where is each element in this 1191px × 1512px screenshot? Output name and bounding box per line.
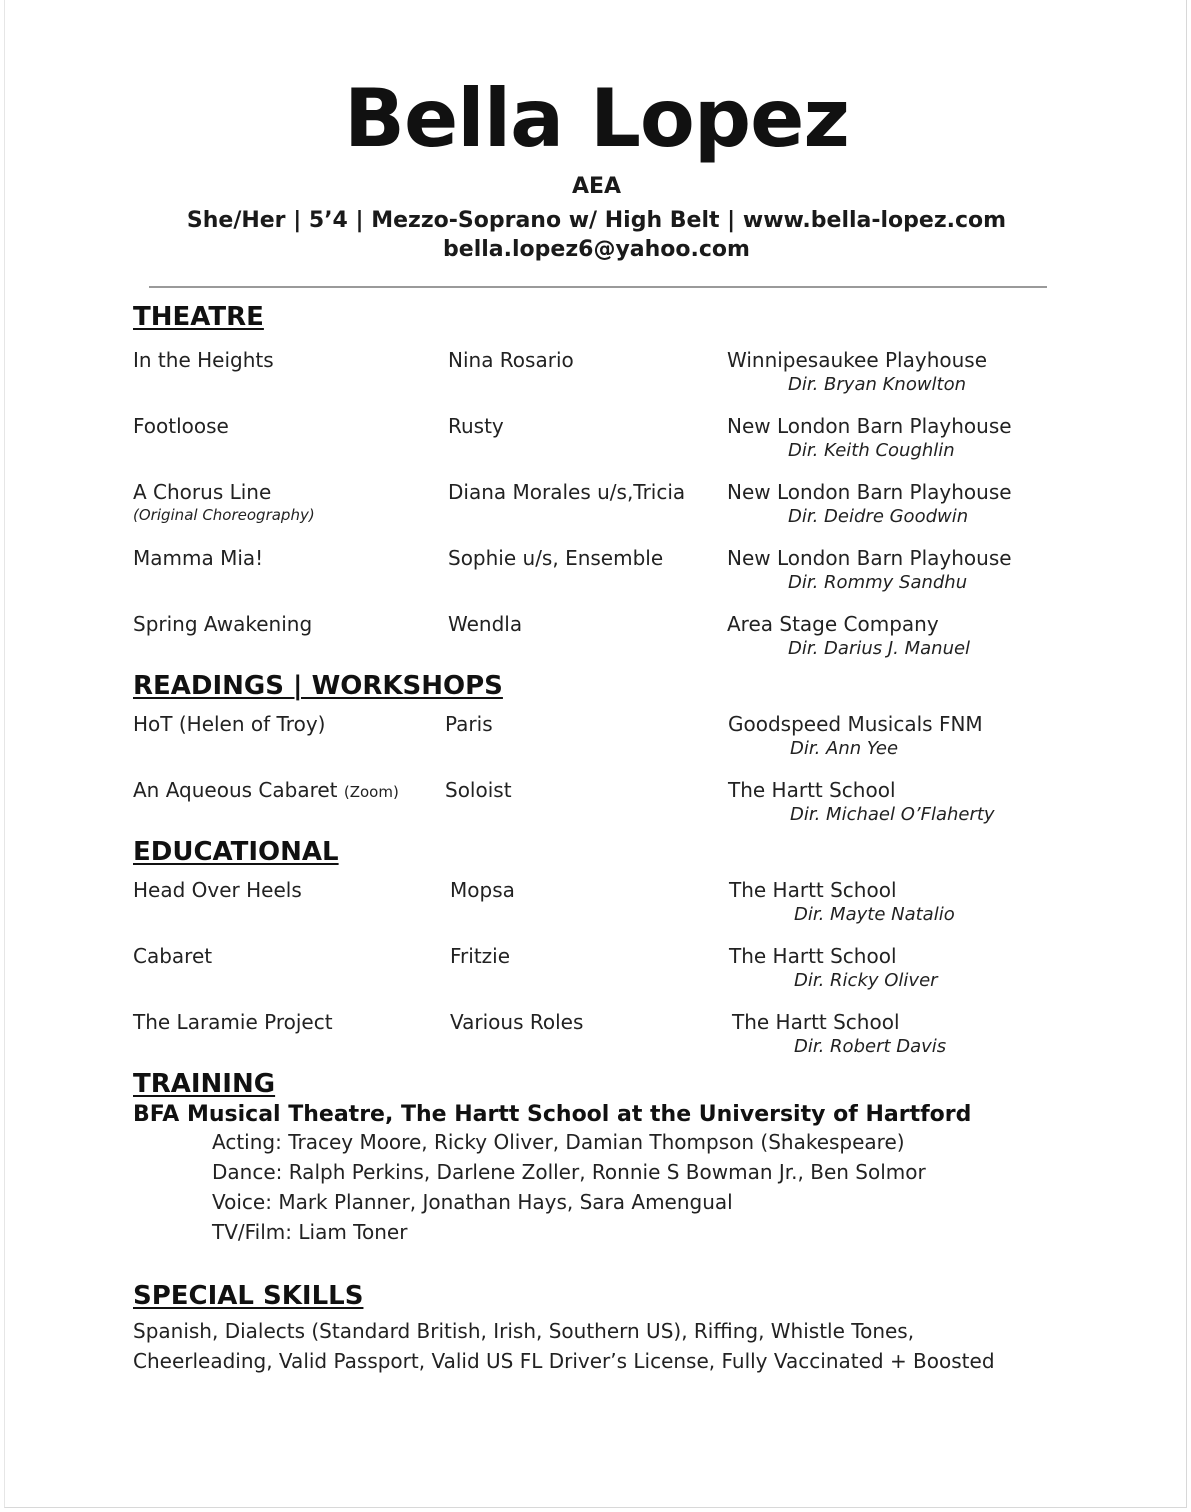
director-name: Dir. Keith Coughlin bbox=[788, 440, 955, 461]
show-note: (Original Choreography) bbox=[133, 506, 315, 524]
section-title-readings: READINGS | WORKSHOPS bbox=[133, 671, 503, 701]
show-title: Footloose bbox=[133, 414, 229, 438]
skills-text: Spanish, Dialects (Standard British, Irish, Southern US), Riffing, Whistle Tones, Cheerleading, Valid Passport, Valid US FL Driver’s License, Fully Vaccinated + Boosted bbox=[133, 1319, 995, 1373]
venue-name: New London Barn Playhouse bbox=[727, 546, 1012, 570]
role-name: Diana Morales u/s,Tricia bbox=[448, 480, 686, 504]
venue-name: Winnipesaukee Playhouse bbox=[727, 348, 988, 372]
section-title-theatre: THEATRE bbox=[133, 302, 264, 332]
training-line-voice: Voice: Mark Planner, Jonathan Hays, Sara Amengual bbox=[212, 1190, 733, 1214]
role-name: Paris bbox=[445, 712, 493, 736]
show-title: Cabaret bbox=[133, 944, 213, 968]
director-name: Dir. Ann Yee bbox=[790, 738, 899, 759]
venue-name: The Hartt School bbox=[732, 1010, 900, 1034]
section-title-skills: SPECIAL SKILLS bbox=[133, 1281, 364, 1311]
section-title-educational: EDUCATIONAL bbox=[133, 837, 339, 867]
training-line-dance: Dance: Ralph Perkins, Darlene Zoller, Ronnie S Bowman Jr., Ben Solmor bbox=[212, 1160, 926, 1184]
show-title: Mamma Mia! bbox=[133, 546, 264, 570]
role-name: Fritzie bbox=[450, 944, 511, 968]
role-name: Sophie u/s, Ensemble bbox=[448, 546, 664, 570]
venue-name: The Hartt School bbox=[729, 878, 897, 902]
role-name: Rusty bbox=[448, 414, 504, 438]
director-name: Dir. Ricky Oliver bbox=[794, 970, 938, 991]
training-line-acting: Acting: Tracey Moore, Ricky Oliver, Damian Thompson (Shakespeare) bbox=[212, 1130, 905, 1154]
director-name: Dir. Robert Davis bbox=[794, 1036, 947, 1057]
show-format-note: (Zoom) bbox=[343, 783, 399, 801]
venue-name: New London Barn Playhouse bbox=[727, 414, 1012, 438]
role-name: Mopsa bbox=[450, 878, 515, 902]
show-title: A Chorus Line bbox=[133, 480, 272, 504]
role-name: Nina Rosario bbox=[448, 348, 574, 372]
director-name: Dir. Michael O’Flaherty bbox=[790, 804, 995, 825]
venue-name: Goodspeed Musicals FNM bbox=[728, 712, 983, 736]
union-affiliation: AEA bbox=[571, 174, 622, 199]
venue-name: Area Stage Company bbox=[727, 612, 939, 636]
show-title: Spring Awakening bbox=[133, 612, 313, 636]
venue-name: The Hartt School bbox=[729, 944, 897, 968]
header-divider bbox=[149, 286, 1047, 288]
role-name: Various Roles bbox=[450, 1010, 584, 1034]
venue-name: New London Barn Playhouse bbox=[727, 480, 1012, 504]
show-title: In the Heights bbox=[133, 348, 274, 372]
director-name: Dir. Mayte Natalio bbox=[794, 904, 955, 925]
director-name: Dir. Darius J. Manuel bbox=[788, 638, 971, 659]
show-title: HoT (Helen of Troy) bbox=[133, 712, 326, 736]
show-title bbox=[133, 778, 399, 802]
actor-name: Bella Lopez bbox=[344, 72, 849, 165]
director-name: Dir. Bryan Knowlton bbox=[788, 374, 967, 395]
director-name: Dir. Deidre Goodwin bbox=[788, 506, 969, 527]
show-title: The Laramie Project bbox=[133, 1010, 333, 1034]
degree-line: BFA Musical Theatre, The Hartt School at the University of Hartford bbox=[133, 1102, 972, 1127]
training-line-film: TV/Film: Liam Toner bbox=[212, 1220, 408, 1244]
role-name: Wendla bbox=[448, 612, 523, 636]
director-name: Dir. Rommy Sandhu bbox=[788, 572, 968, 593]
show-title: Head Over Heels bbox=[133, 878, 302, 902]
role-name: Soloist bbox=[445, 778, 512, 802]
show-title-text: An Aqueous Cabaret bbox=[133, 778, 338, 802]
section-title-training: TRAINING bbox=[133, 1069, 276, 1099]
resume-page bbox=[4, 0, 1187, 1508]
email-address: bella.lopez6@yahoo.com bbox=[443, 237, 750, 262]
venue-name: The Hartt School bbox=[728, 778, 896, 802]
personal-details: She/Her | 5’4 | Mezzo-Soprano w/ High Belt | www.bella-lopez.com bbox=[186, 208, 1007, 233]
